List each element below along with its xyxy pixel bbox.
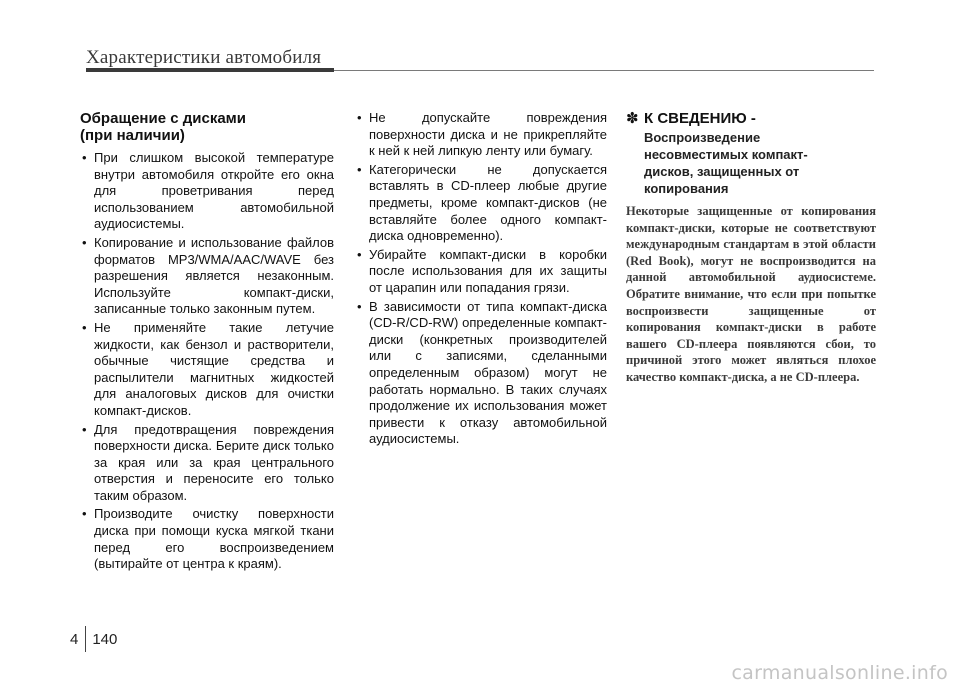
bullet-item: • Копирование и использование файлов форматов MP3/WMA/AAC/WAVE без разрешения является незаконным. Используйте компакт-диски, записанные только законным путем. — [80, 235, 334, 318]
page-number-divider — [85, 626, 86, 652]
left-column — [80, 110, 334, 575]
bullet-item: • Производите очистку поверхности диска при помощи куска мягкой ткани перед его воспроизведением (вытирайте от центра к краям). — [80, 506, 334, 572]
watermark: carmanualsonline.info — [731, 662, 948, 684]
note-caption: К СВЕДЕНИЮ - — [644, 110, 756, 127]
bullet-item: • При слишком высокой температуре внутри автомобиля откройте его окна для проветривания перед использованием автомобильной аудиосистемы. — [80, 150, 334, 233]
bullet-item: • В зависимости от типа компакт-диска (CD-R/CD-RW) определенные компакт-диски (конкретных производителей или с записями, сделанными определенным образом) могут не работать нормально. В таких случаях продолжение их использования может привести к отказу автомобильной аудиосистемы. — [355, 299, 607, 448]
page-number — [70, 626, 117, 652]
right-column-note — [626, 110, 876, 386]
header-rule-thick — [86, 68, 334, 72]
note-subtitle-line: дисков, защищенных от — [644, 164, 800, 179]
bullet-item: • Не допускайте повреждения поверхности диска и не прикрепляйте к ней к ней липкую ленту или бумагу. — [355, 110, 607, 160]
note-title-wrap — [644, 110, 876, 197]
middle-bullet-list — [355, 110, 607, 448]
note-subtitle-line: Воспроизведение — [644, 130, 761, 145]
bullet-item: • Не применяйте такие летучие жидкости, как бензол и растворители, обычные чистящие средства и распылители магнитных жидкостей для аналоговых дисков для очистки компакт-дисков. — [80, 320, 334, 420]
page-number-value: 140 — [92, 630, 118, 648]
section-title-line1: Обращение с дисками — [80, 110, 246, 127]
bullet-item: • Убирайте компакт-диски в коробки после использования для их защиты от царапин или попадания грязи. — [355, 247, 607, 297]
middle-column — [355, 110, 607, 450]
section-title — [80, 110, 334, 144]
note-subtitle-line: копирования — [644, 181, 729, 196]
note-header — [626, 110, 876, 197]
page-header-title: Характеристики автомобиля — [86, 47, 322, 68]
bullet-item: • Категорически не допускается вставлять в CD-плеер любые другие предметы, кроме компакт-дисков (не вставляйте более одного компакт-диска одновременно). — [355, 162, 607, 245]
section-title-line2: (при наличии) — [80, 127, 185, 144]
note-body: Некоторые защищенные от копирования компакт-диски, которые не соответствуют международным стандартам в этой области (Red Book), могут не воспроизводится на данной автомобильной аудиосистеме. Обратите внимание, что если при попытке воспроизвести защищенные от копирования компакт-диски в работе вашего CD-плеера появляются сбои, то причиной этого может являться плохое качество компакт-диска, а не CD-плеера. — [626, 204, 876, 384]
note-subtitle — [644, 129, 876, 197]
asterisk-icon: ✽ — [626, 110, 639, 127]
bullet-item: • Для предотвращения повреждения поверхности диска. Берите диск только за края или за края центрального отверстия и переносите его только таким образом. — [80, 422, 334, 505]
left-bullet-list — [80, 150, 334, 573]
note-subtitle-line: несовместимых компакт- — [644, 147, 808, 162]
chapter-number: 4 — [70, 630, 79, 648]
header-rule-thin — [334, 70, 874, 71]
